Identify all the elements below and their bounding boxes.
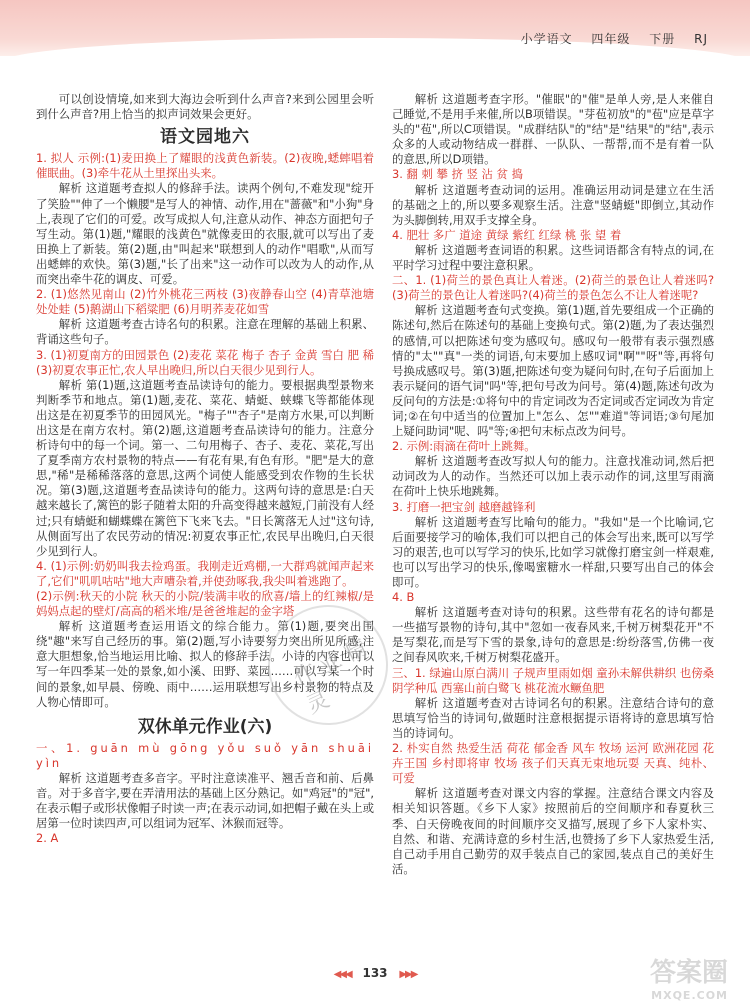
- r-answer-b3: 3. 打磨一把宝剑 越磨越锋利: [392, 499, 536, 514]
- r-answer-c1: 三、1. 绿遍山原白满川 子规声里雨如烟 童孙未解供耕织 也傍桑阴学种瓜 西塞山前白鹭飞 桃花流水鳜鱼肥: [392, 665, 714, 695]
- r-analysis-b3: 解析 这道题考查写比喻句的能力。"我如"是一个比喻词,它后面要接学习的喻体,我们可以把自己的体会写出来,既可以写学习的艰苦,也可以写学习的快乐,比如学习就像打磨宝剑一样艰难,也可以写出学习的快乐,像喝蜜糖水一样甜,只要写出自己的体会即可。: [392, 514, 714, 589]
- page-number: 133: [362, 966, 388, 980]
- unit-answer-1: 一、1. guān mù gōng yǒu suǒ yān shuāi yìn: [36, 740, 374, 770]
- r-analysis-c2: 解析 这道题考查对课文内容的掌握。注意结合课文内容及相关知识答题。《乡下人家》按照前后的空间顺序和春夏秋三季、白天傍晚夜间的时间顺序交叉描写,展现了乡下人家朴实、自然、和谐、充满诗意的乡村生活,也赞扬了乡下人家热爱生活,自己动手用自己勤劳的双手装点自己的家园,装点自己的美好生活。: [392, 786, 714, 876]
- next-arrows-icon: ▶▶▶: [399, 969, 417, 980]
- stamp-text: 作业精灵: [289, 632, 377, 720]
- left-column: [36, 92, 374, 847]
- r-analysis-3: 解析 这道题考查动词的运用。准确运用动词是建立在生活的基础之上的,所以要多观察生活。注意"竖蜻蜓"即倒立,其动作为头脚倒转,用双手支撑全身。: [392, 182, 714, 227]
- r-answer-b4: 4. B: [392, 590, 415, 605]
- r-answer-b2: 2. 示例:雨滴在荷叶上跳舞。: [392, 439, 536, 454]
- watermark-site: MXQE.COM: [651, 989, 728, 1001]
- answer-4: 4. (1)示例:奶奶叫我去捡鸡蛋。我刚走近鸡棚,一大群鸡就闻声起来了,它们"叽叽咕咕"地大声嘈杂着,并使劲啄我,我尖叫着逃跑了。: [36, 558, 374, 588]
- answer-1: 1. 拟人 示例:(1)麦田换上了耀眼的浅黄色新装。(2)夜晚,蟋蟀唱着催眠曲。(3)牵牛花从土里探出头来。: [36, 151, 374, 181]
- r-answer-b1: 二、1. (1)荷兰的景色真让人着迷。(2)荷兰的景色让人着迷吗?(3)荷兰的景色让人着迷吗?(4)荷兰的景色怎么不让人着迷呢?: [392, 273, 714, 303]
- unit-analysis-1: 解析 这道题考查多音字。平时注意读准平、翘舌音和前、后鼻音。对于多音字,要在弄清用法的基础上区分熟记。如"鸡冠"的"冠",在表示帽子或形状像帽子时读一声;在表示动词,如把帽子戴在头上或居第一位时读四声,可以组词为冠军、沐猴而冠等。: [36, 771, 374, 831]
- page-footer: [0, 966, 750, 980]
- watermark-main: 答案圈: [649, 958, 728, 988]
- header-edition: RJ: [694, 32, 708, 46]
- r-analysis-4: 解析 这道题考查词语的积累。这些词语都含有特点的词,在平时学习过程中要注意积累。: [392, 242, 714, 273]
- section-title: 语文园地六: [160, 127, 250, 148]
- r-answer-4: 4. 肥壮 多广 道途 黄绿 紫红 红绿 桃 张 望 着: [392, 227, 622, 242]
- r-analysis-b4: 解析 这道题考查对诗句的积累。这些带有花名的诗句都是一些描写景物的诗句,其中"忽如一夜春风来,千树万树梨花开"不是写梨花,而是写下雪的景象,诗句的意思是:纷纷落雪,仿佛一夜之间春风吹来,千树万树梨花盛开。: [392, 605, 714, 665]
- intro-text: 可以创设情境,如来到大海边会听到什么声音?来到公园里会听到什么声音?用上恰当的拟声词效果会更好。: [36, 92, 374, 122]
- answer-4b: (2)示例:秋天的小院 秋天的小院/装满丰收的欣喜/墙上的红辣椒/是妈妈点起的壁灯/高高的稻米堆/是爸爸堆起的金字塔: [36, 589, 374, 619]
- r-answer-3: 3. 翻 刺 攀 挤 竖 沾 贫 捣: [392, 167, 523, 182]
- header-subject: 小学语文: [520, 32, 573, 46]
- r-answer-c2: 2. 朴实自然 热爱生活 荷花 郁金香 风车 牧场 运河 欧洲花园 花卉王国 乡村即将审 牧场 孩子们天真无束地玩耍 天真、纯朴、可爱: [392, 741, 714, 786]
- answer-3: 3. (1)初夏南方的田园景色 (2)麦花 菜花 梅子 杏子 金黄 雪白 肥 稀 (3)初夏农事正忙,农人早出晚归,所以白天很少见到行人。: [36, 347, 374, 377]
- header-band: [0, 0, 750, 56]
- analysis-4: 解析 这道题考查运用语文的综合能力。第(1)题,要突出围绕"趣"来写自己经历的事。第(2)题,写小诗要努力突出所见所感,注意大胆想象,恰当地运用比喻、拟人的修辞手法。小诗的内容也可以写一年四季某一处的景象,如小溪、田野、菜园……可以写某一个时间的景象,如早晨、傍晚、雨中……运用联想写出乡村景物的特点及人物心情即可。: [36, 619, 374, 709]
- right-column: [392, 92, 714, 877]
- analysis-3: 解析 第(1)题,这道题考查品读诗句的能力。要根据典型景物来判断季节和地点。第(1)题,麦花、菜花、蜻蜓、蛱蝶飞等都能体现出这是在初夏季节的田园风光。"梅子""杏子"是南方水果,可以判断出这是在南方农村。第(2)题,这道题考查品读诗句的能力。注意分析诗句中的每一个词。第一、二句用梅子、杏子、麦花、菜花,写出了夏季南方农村景物的特点——有花有果,有色有形。"肥"是大的意思,"稀"是稀稀落落的意思,这两个词使人能感受到农作物的生长状况。第(3)题,这道题考查品读诗句的能力。这两句诗的意思是:白天越来越长了,篱笆的影子随着太阳的升高变得越来越短,门前没有人经过;只有蜻蜓和蝴蝶蝶在篱笆下飞来飞去。"日长篱落无人过"这句诗,从侧面写出了农民劳动的情况:初夏农事正忙,农民早出晚归,白天很少见到行人。: [36, 377, 374, 558]
- header-grade: 四年级: [591, 32, 631, 46]
- answer-2: 2. (1)悠然见南山 (2)竹外桃花三两枝 (3)夜静春山空 (4)青草池塘处处蛙 (5)鹅湖山下稻粱肥 (6)月明荞麦花如雪: [36, 287, 374, 317]
- header-volume: 下册: [649, 32, 676, 46]
- site-watermark: [650, 952, 728, 1001]
- unit-answer-2: 2. A: [36, 831, 59, 846]
- page-header: [507, 30, 708, 47]
- r-analysis-b2: 解析 这道题考查改写拟人句的能力。注意找准动词,然后把动词改为人的动作。当然还可以加上表示动作的词,这里写雨滴在荷叶上快乐地跳舞。: [392, 454, 714, 499]
- r-analysis-b1: 解析 这道题考查句式变换。第(1)题,首先要组成一个正确的陈述句,然后在陈述句的基础上变换句式。第(2)题,为了表达强烈的感情,可以把陈述句变为感叹句。感叹句一般带有表示强烈感情的"太""真"一类的词语,句末要加上感叹词"啊""呀"等,再将句号换成感叹号。第(3)题,把陈述句变为疑问句时,在句子后面加上表示疑问的语气词"吗"等,把句号改为问号。第(4)题,陈述句改为反问句的方法是:①将句中的肯定词改为否定词或否定词改为肯定词;②在句中适当的位置加上"怎么、怎""难道"等词语;③句尾加上疑问助词"呢、吗"等;④把句末标点改为问号。: [392, 303, 714, 439]
- section-title-2: 双休单元作业(六): [137, 716, 273, 737]
- analysis-2: 解析 这道题考查古诗名句的积累。注意在理解的基础上积累、背诵这些句子。: [36, 317, 374, 347]
- analysis-1: 解析 这道题考查拟人的修辞手法。读两个例句,不难发现"绽开了笑脸""伸了一个懒腰"是写人的神情、动作,用在"蔷薇"和"小狗"身上,表现了它们的可爱。改写成拟人句,注意从动作、神态方面把句子写生动。第(1)题,"耀眼的浅黄色"就像麦田的衣服,就可以写出了麦田换上了新装。第(2)题,由"叫起来"联想到人的动作"唱歌",从而写出蟋蟀的欢快。第(3)题,"长了出来"这一动作可以改为人的动作,从而突出牵牛花的调皮、可爱。: [36, 181, 374, 287]
- r-analysis-a: 解析 这道题考查字形。"催眠"的"催"是单人旁,是人来催自己睡觉,不是用手来催,所以B项错误。"芽苞初放"的"苞"应是草字头的"苞",所以C项错误。"成群结队"的"结"是"结果"的"结",表示众多的人或动物结成一群群、一队队、一帮帮,而不是有着一队的意思,所以D项错。: [392, 92, 714, 167]
- prev-arrows-icon: ◀◀◀: [333, 969, 351, 980]
- r-analysis-c1: 解析 这道题考查对古诗词名句的积累。注意结合诗句的意思填写恰当的诗词句,做题时注意根据提示语将诗的意思填写恰当的诗词句。: [392, 695, 714, 740]
